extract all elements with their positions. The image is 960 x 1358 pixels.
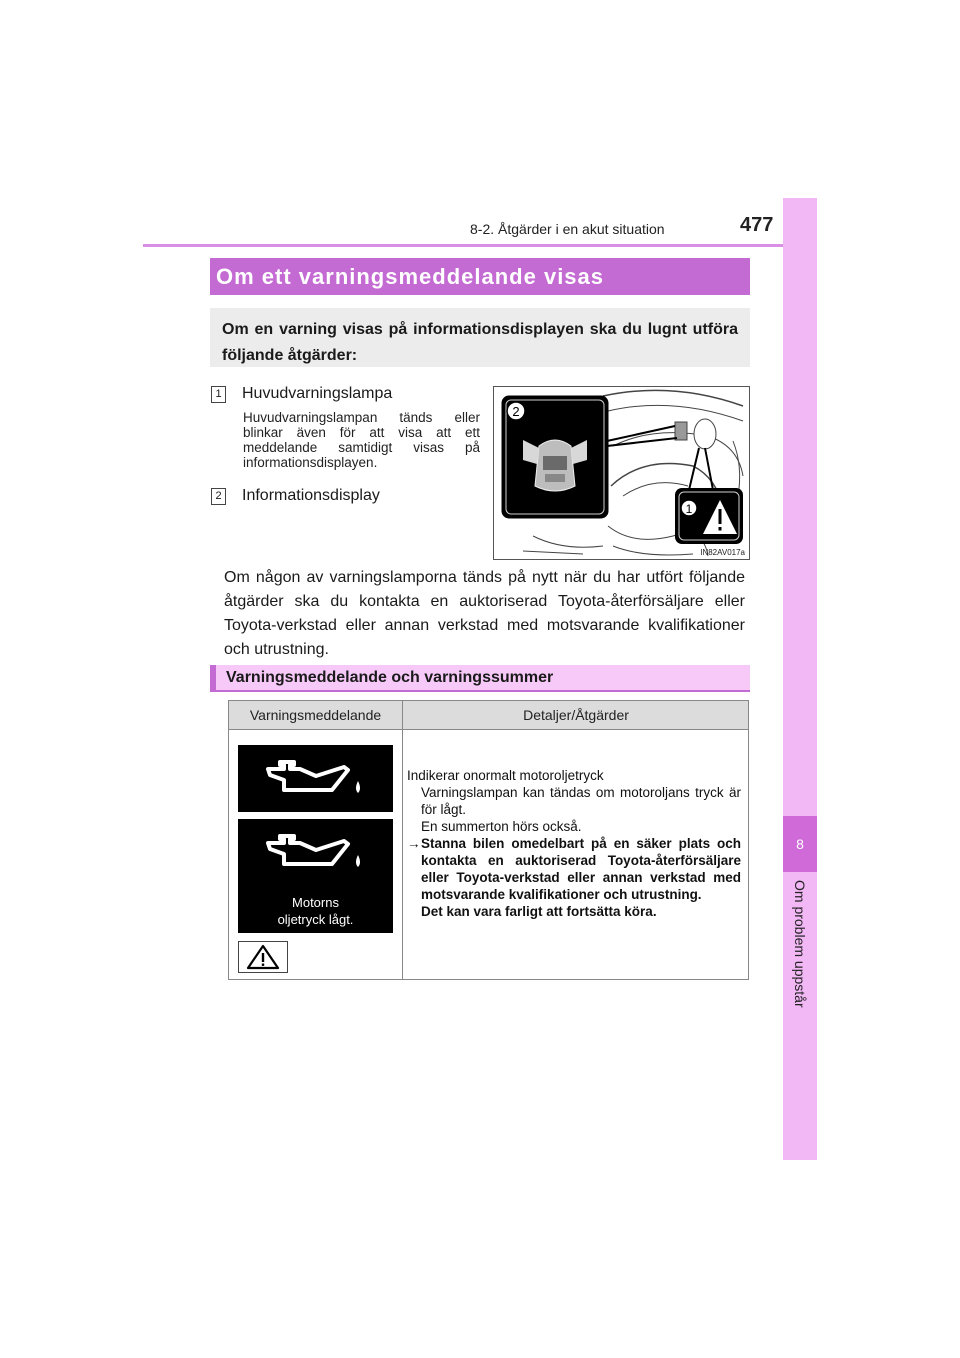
oil-can-icon <box>238 745 393 812</box>
arrow-icon: → <box>407 836 421 851</box>
oil-pressure-lamp <box>238 745 393 812</box>
intro-box: Om en varning visas på informationsdisplayen ska du lugnt utföra följande åtgärder: <box>210 308 750 367</box>
warning-table <box>228 700 749 980</box>
details-line: Varningslampan kan tändas om motoroljans tryck är för lågt. <box>421 785 741 817</box>
chapter-title: Om problem uppstår <box>792 880 808 1008</box>
table-header-details: Detaljer/Åtgärder <box>523 707 629 723</box>
table-header-message: Varningsmeddelande <box>249 707 382 723</box>
body-paragraph: Om någon av varningslamporna tänds på nytt när du har utfört följande åtgärder ska du kontakta en auktoriserad Toyota-återförsäljare eller Toyota-verkstad eller annan verkstad med motsvarande kvalifikationer och utrustning. <box>224 569 745 658</box>
details-action <box>407 835 741 903</box>
subheading-rule <box>210 690 750 692</box>
details-warning: Det kan vara farligt att fortsätta köra. <box>421 904 657 919</box>
master-warning-box <box>238 941 288 973</box>
table-header-row <box>229 701 748 730</box>
details-action-text: Stanna bilen omedelbart på en säker plats och kontakta en auktoriserad Toyota-återförsäljare eller Toyota-verkstad eller annan verkstad med motsvarande kvalifikationer och utrustning. <box>421 836 741 902</box>
dashboard-illustration <box>493 386 750 560</box>
details-line: En summerton hörs också. <box>421 819 582 834</box>
page-title: Om ett varningsmeddelande visas <box>210 258 750 295</box>
list-item <box>211 385 392 403</box>
header-rule <box>143 244 817 247</box>
item-label: Informationsdisplay <box>242 487 380 504</box>
details-heading: Indikerar onormalt motoroljetryck <box>407 768 604 783</box>
running-header: 8-2. Åtgärder i en akut situation <box>470 221 665 237</box>
figure-code: IN82AV017a <box>700 548 745 557</box>
section-subheading: Varningsmeddelande och varningssummer <box>210 665 750 690</box>
item-description: Huvudvarningslampan tänds eller blinkar även för att visa att ett meddelande samtidigt visas på informationsdisplayen. <box>243 410 480 470</box>
item-number-badge: 1 <box>211 386 226 403</box>
display-message-line2: oljetryck lågt. <box>277 912 354 927</box>
page-number: 477 <box>740 214 774 236</box>
item-label: Huvudvarningslampa <box>242 385 393 402</box>
callout-number-1: 1 <box>685 502 693 516</box>
details-cell <box>407 767 741 920</box>
item-number-badge: 2 <box>211 488 226 505</box>
column-divider <box>402 701 403 979</box>
callout-number-2: 2 <box>512 404 520 419</box>
list-item <box>211 487 380 505</box>
warning-triangle-icon <box>246 944 280 970</box>
oil-can-icon <box>238 819 393 886</box>
oil-pressure-message-display <box>238 819 393 933</box>
chapter-number: 8 <box>783 816 817 872</box>
display-message-line1: Motorns <box>292 895 339 910</box>
